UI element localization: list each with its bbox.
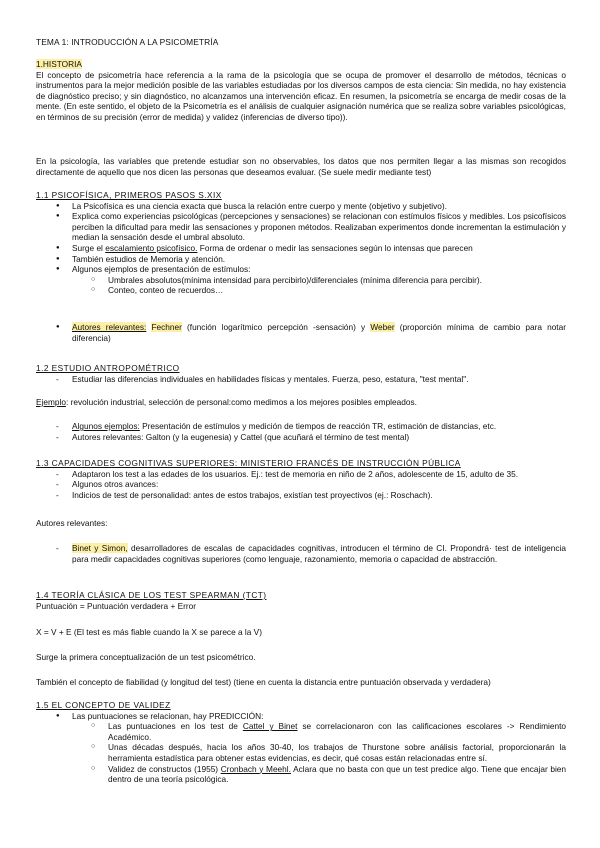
section-antropometrico bbox=[36, 363, 566, 384]
list-item: ● Algunos ejemplos de presentación de estímulos: bbox=[36, 264, 566, 275]
section-heading-antropometrico: 1.2 ESTUDIO ANTROPOMÉTRICO bbox=[36, 363, 180, 373]
list-item: ● Explica como experiencias psicológicas (percepciones y sensaciones) se relacionan con estímulos físicos y medibles. Los psicofísicos perciben la dificultad para medir las sensaciones y proponen métodos. Realizaban experimentos donde incrementan la estimulación y median la sensación desde el umbral absoluto. bbox=[36, 211, 566, 243]
author-fechner: Fechner bbox=[151, 322, 182, 332]
author-weber: Weber bbox=[370, 322, 395, 332]
list-item: ● La Psicofísica es una ciencia exacta que busca la relación entre cuerpo y mente (objetivo y subjetivo). bbox=[36, 201, 566, 212]
tct-paragraph-3: Surge la primera conceptualización de un test psicométrico. bbox=[36, 652, 256, 662]
section-validez bbox=[36, 700, 566, 785]
section-heading-psicofisica: 1.1 PSICOFÍSICA, PRIMEROS PASOS S.XIX bbox=[36, 190, 222, 200]
tct-formula: Puntuación = Puntuación verdadera + Error bbox=[36, 600, 197, 611]
section-tct bbox=[36, 590, 566, 611]
list-item: - Estudiar las diferencias individuales en habilidades físicas y mentales. Fuerza, peso, estatura, "test mental". bbox=[36, 374, 566, 385]
list-item: - Binet y Simon, desarrolladores de escalas de capacidades cognitivas, introducen el término de CI. Propondrá· test de inteligencia para medir capacidades cognitivas superiores (como lenguaje, razonamiento, memoria o capacidad de abstracción. bbox=[36, 543, 566, 564]
list-subitem: ○ Validez de constructos (1955) Cronbach y Meehl. Aclara que no basta con que un test predice algo. Tiene que encajar bien dentro de una teoría psicológica. bbox=[36, 764, 566, 785]
cronbach-meehl-link: Cronbach y Meehl. bbox=[220, 763, 291, 774]
list-item: - Autores relevantes: Galton (y la eugenesia) y Cattel (que acuñará el término de test mental) bbox=[36, 432, 566, 443]
list-item: ● Surge el escalamiento psicofísico. Forma de ordenar o medir las sensaciones según lo intensas que parecen bbox=[36, 243, 566, 254]
tct-paragraph-4: También el concepto de fiabilidad (y longitud del test) (tiene en cuenta la distancia entre puntuación observada y verdadera) bbox=[36, 677, 491, 687]
psicofisica-list bbox=[36, 201, 566, 296]
document-title: TEMA 1: INTRODUCCIÓN A LA PSICOMETRÍA bbox=[36, 37, 219, 47]
authors-label: Autores relevantes: bbox=[72, 322, 147, 332]
escalamiento-link: escalamiento psicofísico. bbox=[105, 242, 198, 253]
antropometrico-ejemplo: Ejemplo: revolución industrial, selección de personal:como medimos a los mejores posibles empleados. bbox=[36, 397, 417, 407]
antropometrico-list bbox=[36, 421, 566, 442]
list-item: ● También estudios de Memoria y atención. bbox=[36, 254, 566, 265]
tct-equation: X = V + E (El test es más fiable cuando la X se parece a la V) bbox=[36, 627, 262, 637]
list-subitem: ○ Las puntuaciones en los test de Cattel y Binet se correlacionaron con las calificaciones escolares -> Rendimiento Académico. bbox=[36, 721, 566, 742]
section-psicofisica bbox=[36, 190, 566, 296]
list-subitem: ○ Umbrales absolutos(mínima intensidad para percibirlo)/diferenciales (mínima diferencia para percibir). bbox=[36, 275, 566, 286]
cattel-binet-link: Cattel y Binet bbox=[242, 721, 298, 732]
list-item: - Algunos ejemplos: Presentación de estímulos y medición de tiempos de reacción TR, estimación de distancias, etc. bbox=[36, 421, 566, 432]
list-item: - Adaptaron los test a las edades de los usuarios. Ej.: test de memoria en niño de 2 años, adolescente de 15, adulto de 35. bbox=[36, 469, 566, 480]
historia-paragraph-2: En la psicología, las variables que pretende estudiar son no observables, los datos que nos permiten llegar a las mismas son recogidos directamente de aquello que nos dicen las personas que deseamos evaluar. (Se suele medir mediante test) bbox=[36, 156, 566, 177]
section-historia bbox=[36, 59, 566, 123]
list-subitem: ○ Conteo, conteo de recuerdos… bbox=[36, 285, 566, 296]
list-item: ● Las puntuaciones se relacionan, hay PREDICCIÓN: bbox=[36, 711, 566, 722]
capacidades-authors-label: Autores relevantes: bbox=[36, 518, 108, 528]
list-item: ● Autores relevantes: Fechner (función logarítmico percepción -sensación) y Weber (proporción mínima de cambio para notar diferencia) bbox=[36, 322, 566, 343]
section-heading-validez: 1.5 EL CONCEPTO DE VALIDEZ bbox=[36, 700, 171, 710]
section-capacidades bbox=[36, 458, 566, 500]
historia-paragraph-1: El concepto de psicometría hace referencia a la rama de la psicología que se ocupa de promover el desarrollo de métodos, técnicas o instrumentos para la mejor medición posible de las variables estudiadas por los diversos campos de esta ciencia: Sin medida, no hay existencia de diagnóstico preciso; y sin diagnóstico, no alcanzamos una intervención eficaz. En resumen, la psicometría se encarga de medir cosas de la mente. (En este sentido, el objeto de la Psicometría es el análisis de cualquier asignación numérica que se realiza sobre variables psicológicas, en términos de su precisión (error de medida) y validez (inferencias de diverso tipo)). bbox=[36, 69, 566, 122]
section-heading-historia: 1.HISTORIA bbox=[36, 59, 82, 69]
capacidades-authors bbox=[36, 543, 566, 564]
list-item: - Algunos otros avances: bbox=[36, 479, 566, 490]
list-subitem: ○ Unas décadas después, hacia los años 30-40, los trabajos de Thurstone sobre análisis factorial, proporcionarán la herramienta estadística para obtener estas evidencias, es decir, qué cosas están relacionadas entre sí. bbox=[36, 742, 566, 763]
section-heading-tct: 1.4 TEORÍA CLÁSICA DE LOS TEST SPEARMAN (TCT) bbox=[36, 590, 267, 600]
psicofisica-authors bbox=[36, 322, 566, 343]
list-item: - Indicios de test de personalidad: antes de estos trabajos, existían test proyectivos (ej.: Roschach). bbox=[36, 490, 566, 501]
ejemplos-label: Algunos ejemplos: bbox=[72, 421, 140, 431]
author-binet-simon: Binet y Simon, bbox=[72, 543, 128, 553]
ejemplo-label: Ejemplo bbox=[36, 397, 66, 407]
section-heading-capacidades: 1.3 CAPACIDADES COGNITIVAS SUPERIORES: MINISTERIO FRANCÉS DE INSTRUCCIÓN PÚBLICA bbox=[36, 458, 461, 468]
